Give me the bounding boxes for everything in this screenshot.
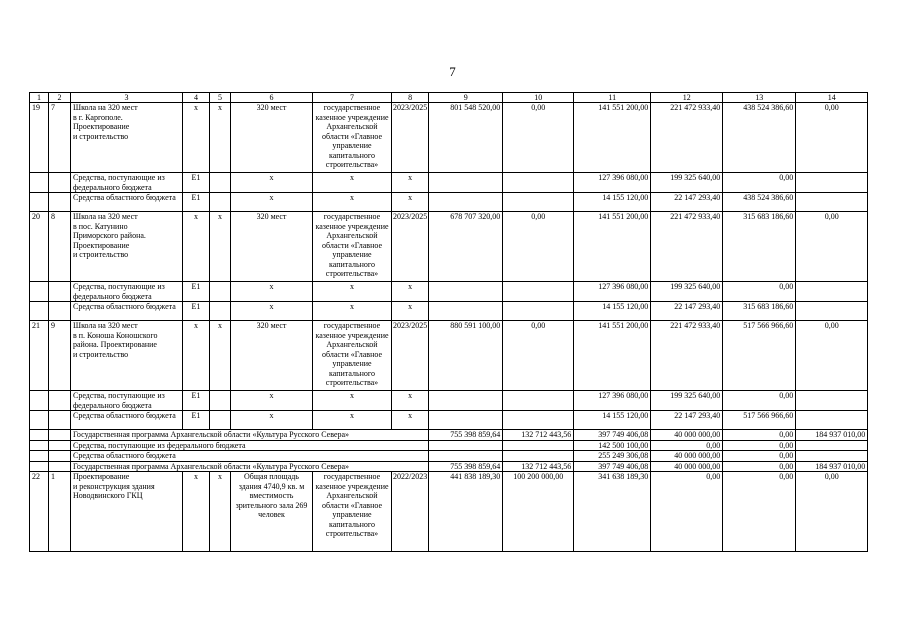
- cell-col-5: x: [210, 103, 231, 173]
- cell-col-3: Проектирование и реконструкция здания Новодвинского ГКЦ: [71, 472, 183, 552]
- cell-col-12: 0,00: [651, 472, 723, 552]
- cell-col-3: Школа на 320 мест в г. Каргополе. Проектирование и строительство: [71, 103, 183, 173]
- summary-c13: 0,00: [723, 440, 796, 451]
- cell-col-8: 2023/2025: [392, 103, 429, 173]
- cell-col-10: 0,00: [503, 321, 574, 391]
- table-row: [30, 391, 868, 411]
- cell-col-2: [49, 193, 71, 212]
- cell-col-10: 100 200 000,00: [503, 472, 574, 552]
- cell-col-9: [429, 411, 503, 430]
- cell-col-9: 441 838 189,30: [429, 472, 503, 552]
- cell-col-4: Е1: [183, 302, 210, 321]
- column-header: 11: [574, 93, 651, 103]
- cell-col-1: 22: [30, 472, 49, 552]
- cell-col-5: x: [210, 212, 231, 282]
- cell-col-3: Школа на 320 мест в п. Коноша Коношского района. Проектирование и строительство: [71, 321, 183, 391]
- cell-col-8: x: [392, 193, 429, 212]
- cell-col-10: [503, 411, 574, 430]
- table-row: [30, 282, 868, 302]
- cell-col-14: [796, 302, 868, 321]
- cell-col-13: 315 683 186,60: [723, 302, 796, 321]
- cell-col-9: [429, 391, 503, 411]
- cell-col-5: [210, 173, 231, 193]
- cell-col-14: 0,00: [796, 212, 868, 282]
- cell-col-9: [429, 193, 503, 212]
- cell-col-7: государственное казенное учреждение Архангельской области «Главное управление капитального строительства»: [313, 212, 392, 282]
- column-header: 13: [723, 93, 796, 103]
- summary-c10: 132 712 443,56: [503, 461, 574, 472]
- summary-row: [30, 451, 868, 462]
- cell-col-7: x: [313, 282, 392, 302]
- cell-col-13: 0,00: [723, 173, 796, 193]
- summary-label: Государственная программа Архангельской области «Культура Русского Севера»: [71, 430, 429, 441]
- cell-col-2: [49, 282, 71, 302]
- cell-col-14: 0,00: [796, 321, 868, 391]
- cell-col-1: [30, 302, 49, 321]
- cell-col-9: [429, 282, 503, 302]
- column-header: 2: [49, 93, 71, 103]
- cell-col-6: x: [231, 391, 313, 411]
- summary-c14: 184 937 010,00: [796, 430, 868, 441]
- cell-col-12: 221 472 933,40: [651, 212, 723, 282]
- cell-col-5: x: [210, 472, 231, 552]
- summary-c9: [429, 440, 503, 451]
- table-row: [30, 472, 868, 552]
- cell-col-3: Средства областного бюджета: [71, 302, 183, 321]
- table-row: [30, 302, 868, 321]
- column-header: 10: [503, 93, 574, 103]
- cell-col-2: [49, 302, 71, 321]
- cell-col-8: 2023/2025: [392, 321, 429, 391]
- column-header: 3: [71, 93, 183, 103]
- summary-c10: [503, 440, 574, 451]
- column-header: 7: [313, 93, 392, 103]
- header-row: [30, 93, 868, 103]
- cell-col-3: Средства областного бюджета: [71, 411, 183, 430]
- cell-col-6: x: [231, 282, 313, 302]
- cell-col-5: [210, 411, 231, 430]
- summary-c9: 755 398 859,64: [429, 461, 503, 472]
- cell-col-6: x: [231, 411, 313, 430]
- cell-col-5: [210, 193, 231, 212]
- summary-row: [30, 440, 868, 451]
- summary-c10: 132 712 443,56: [503, 430, 574, 441]
- summary-c10: [503, 451, 574, 462]
- cell-col-7: государственное казенное учреждение Архангельской области «Главное управление капитального строительства»: [313, 321, 392, 391]
- cell-col-8: x: [392, 411, 429, 430]
- cell-col-7: x: [313, 391, 392, 411]
- cell-col-12: 22 147 293,40: [651, 193, 723, 212]
- summary-c13: 0,00: [723, 451, 796, 462]
- cell-col-10: 0,00: [503, 103, 574, 173]
- cell-col-1: [30, 193, 49, 212]
- cell-col-9: 678 707 320,00: [429, 212, 503, 282]
- cell-col-13: 0,00: [723, 472, 796, 552]
- summary-c12: 0,00: [651, 440, 723, 451]
- column-header: 4: [183, 93, 210, 103]
- cell-col-13: 0,00: [723, 391, 796, 411]
- cell-col-3: Средства областного бюджета: [71, 193, 183, 212]
- cell-col-6: 320 мест: [231, 103, 313, 173]
- cell-col-8: 2023/2025: [392, 212, 429, 282]
- summary-c12: 40 000 000,00: [651, 461, 723, 472]
- table-body: [30, 93, 868, 552]
- cell-col-6: 320 мест: [231, 212, 313, 282]
- cell-col-10: [503, 391, 574, 411]
- cell-col-8: x: [392, 282, 429, 302]
- cell-col-5: [210, 391, 231, 411]
- summary-c11: 142 500 100,00: [574, 440, 651, 451]
- summary-c11: 397 749 406,08: [574, 461, 651, 472]
- cell-col-6: x: [231, 193, 313, 212]
- cell-col-7: x: [313, 173, 392, 193]
- cell-col-6: x: [231, 173, 313, 193]
- cell-col-8: x: [392, 302, 429, 321]
- cell-col-10: 0,00: [503, 212, 574, 282]
- cell-col-11: 14 155 120,00: [574, 302, 651, 321]
- cell-col-1: [30, 282, 49, 302]
- summary-c11: 255 249 306,08: [574, 451, 651, 462]
- column-header: 6: [231, 93, 313, 103]
- cell-col-12: 199 325 640,00: [651, 282, 723, 302]
- summary-c9: [429, 451, 503, 462]
- cell-col-12: 22 147 293,40: [651, 411, 723, 430]
- table-row: [30, 212, 868, 282]
- summary-label: Средства областного бюджета: [71, 451, 429, 462]
- table-row: [30, 411, 868, 430]
- cell-col-2: 1: [49, 472, 71, 552]
- cell-col-13: 517 566 966,60: [723, 411, 796, 430]
- cell-col-8: x: [392, 391, 429, 411]
- cell-col-6: 320 мест: [231, 321, 313, 391]
- cell-col-14: [796, 391, 868, 411]
- page-number: 7: [449, 64, 456, 79]
- table-row: [30, 103, 868, 173]
- cell-col-11: 14 155 120,00: [574, 193, 651, 212]
- cell-col-12: 22 147 293,40: [651, 302, 723, 321]
- cell-col-9: 880 591 100,00: [429, 321, 503, 391]
- cell-col-4: Е1: [183, 391, 210, 411]
- cell-col-14: [796, 411, 868, 430]
- budget-table: [29, 92, 868, 552]
- cell-col-1: 21: [30, 321, 49, 391]
- cell-col-3: Средства, поступающие из федерального бюджета: [71, 282, 183, 302]
- cell-col-4: Е1: [183, 193, 210, 212]
- summary-c9: 755 398 859,64: [429, 430, 503, 441]
- cell-col-2: 7: [49, 103, 71, 173]
- cell-col-7: x: [313, 302, 392, 321]
- cell-col-11: 127 396 080,00: [574, 173, 651, 193]
- cell-col-4: x: [183, 212, 210, 282]
- table-row: [30, 173, 868, 193]
- cell-col-11: 127 396 080,00: [574, 391, 651, 411]
- cell-col-12: 221 472 933,40: [651, 321, 723, 391]
- cell-col-13: 438 524 386,60: [723, 193, 796, 212]
- cell-col-12: 221 472 933,40: [651, 103, 723, 173]
- column-header: 8: [392, 93, 429, 103]
- table-row: [30, 193, 868, 212]
- cell-col-1: [30, 411, 49, 430]
- cell-col-12: 199 325 640,00: [651, 391, 723, 411]
- cell-col-11: 127 396 080,00: [574, 282, 651, 302]
- cell-col-11: 14 155 120,00: [574, 411, 651, 430]
- cell-col-3: Средства, поступающие из федерального бюджета: [71, 173, 183, 193]
- summary-c13: 0,00: [723, 461, 796, 472]
- cell-col-1: 19: [30, 103, 49, 173]
- cell-col-7: государственное казенное учреждение Архангельской области «Главное управление капитального строительства»: [313, 472, 392, 552]
- cell-col-9: [429, 302, 503, 321]
- cell-col-8: x: [392, 173, 429, 193]
- cell-col-2: [49, 411, 71, 430]
- cell-col-11: 141 551 200,00: [574, 103, 651, 173]
- summary-c14: [796, 451, 868, 462]
- cell-col-7: государственное казенное учреждение Архангельской области «Главное управление капитального строительства»: [313, 103, 392, 173]
- cell-col-6: Общая площадь здания 4740,9 кв. м вместимость зрительного зала 269 человек: [231, 472, 313, 552]
- cell-col-10: [503, 173, 574, 193]
- cell-col-10: [503, 282, 574, 302]
- cell-col-12: 199 325 640,00: [651, 173, 723, 193]
- summary-label: Средства, поступающие из федерального бюджета: [71, 440, 429, 451]
- cell-col-10: [503, 193, 574, 212]
- cell-col-4: Е1: [183, 282, 210, 302]
- summary-c12: 40 000 000,00: [651, 451, 723, 462]
- cell-col-9: [429, 173, 503, 193]
- cell-col-14: [796, 173, 868, 193]
- cell-col-3: Школа на 320 мест в пос. Катунино Приморского района. Проектирование и строительство: [71, 212, 183, 282]
- summary-c11: 397 749 406,08: [574, 430, 651, 441]
- cell-col-1: [30, 173, 49, 193]
- table-row: [30, 321, 868, 391]
- cell-col-11: 341 638 189,30: [574, 472, 651, 552]
- cell-col-13: 438 524 386,60: [723, 103, 796, 173]
- column-header: 1: [30, 93, 49, 103]
- summary-c14: [796, 440, 868, 451]
- cell-col-4: x: [183, 472, 210, 552]
- cell-col-5: [210, 282, 231, 302]
- cell-col-5: [210, 302, 231, 321]
- summary-row: [30, 430, 868, 441]
- cell-col-13: 517 566 966,60: [723, 321, 796, 391]
- cell-col-13: 0,00: [723, 282, 796, 302]
- column-header: 5: [210, 93, 231, 103]
- summary-c14: 184 937 010,00: [796, 461, 868, 472]
- cell-col-4: x: [183, 321, 210, 391]
- cell-col-6: x: [231, 302, 313, 321]
- cell-col-14: [796, 282, 868, 302]
- summary-c12: 40 000 000,00: [651, 430, 723, 441]
- cell-col-11: 141 551 200,00: [574, 321, 651, 391]
- cell-col-1: [30, 391, 49, 411]
- column-header: 9: [429, 93, 503, 103]
- cell-col-7: x: [313, 411, 392, 430]
- cell-col-4: Е1: [183, 173, 210, 193]
- cell-col-11: 141 551 200,00: [574, 212, 651, 282]
- cell-col-4: x: [183, 103, 210, 173]
- cell-col-2: 8: [49, 212, 71, 282]
- cell-col-13: 315 683 186,60: [723, 212, 796, 282]
- cell-col-1: 20: [30, 212, 49, 282]
- cell-col-10: [503, 302, 574, 321]
- cell-col-8: 2022/2023: [392, 472, 429, 552]
- column-header: 12: [651, 93, 723, 103]
- summary-label: Государственная программа Архангельской области «Культура Русского Севера»: [71, 461, 429, 472]
- summary-c13: 0,00: [723, 430, 796, 441]
- cell-col-14: 0,00: [796, 472, 868, 552]
- cell-col-9: 801 548 520,00: [429, 103, 503, 173]
- cell-col-2: [49, 173, 71, 193]
- cell-col-4: Е1: [183, 411, 210, 430]
- cell-col-14: [796, 193, 868, 212]
- cell-col-2: [49, 391, 71, 411]
- column-header: 14: [796, 93, 868, 103]
- cell-col-2: 9: [49, 321, 71, 391]
- summary-row: [30, 461, 868, 472]
- cell-col-5: x: [210, 321, 231, 391]
- cell-col-14: 0,00: [796, 103, 868, 173]
- cell-col-7: x: [313, 193, 392, 212]
- cell-col-3: Средства, поступающие из федерального бюджета: [71, 391, 183, 411]
